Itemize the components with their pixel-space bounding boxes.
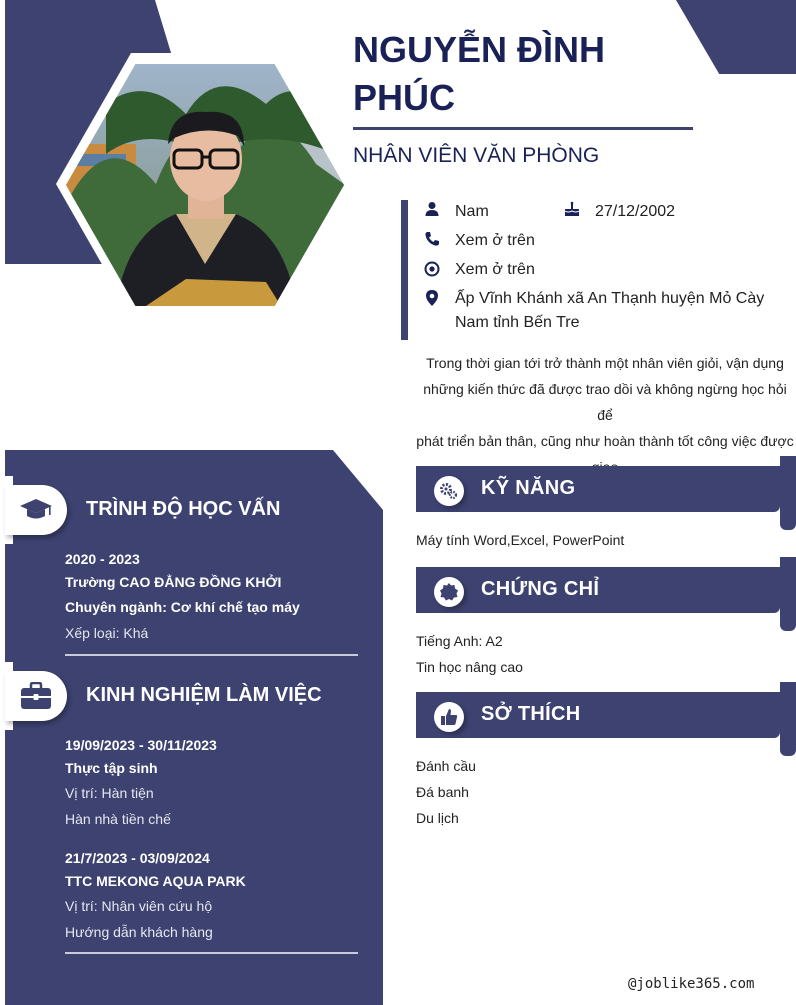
experience-icon-badge xyxy=(5,671,67,721)
birthday-value: 27/12/2002 xyxy=(595,203,676,220)
badge-icon xyxy=(439,582,459,602)
certificate-item: Tiếng Anh: A2 xyxy=(416,633,503,649)
education-period: 2020 - 2023 xyxy=(65,551,140,567)
user-icon xyxy=(424,201,440,217)
email-icon xyxy=(424,261,440,277)
job-company: Thực tập sinh xyxy=(65,760,158,776)
skills-section-header xyxy=(416,456,796,514)
title-divider xyxy=(353,127,693,130)
education-title: TRÌNH ĐỘ HỌC VẤN xyxy=(86,498,281,520)
experience-title: KINH NGHIỆM LÀM VIỆC xyxy=(86,684,322,706)
thumbs-up-icon xyxy=(439,707,459,727)
education-icon-badge xyxy=(5,485,67,535)
job-description: Hướng dẫn khách hàng xyxy=(65,924,213,940)
graduation-cap-icon xyxy=(19,497,53,523)
hobby-item: Đánh cầu xyxy=(416,758,476,774)
job-period: 21/7/2023 - 03/09/2024 xyxy=(65,850,210,866)
hobby-item: Đá banh xyxy=(416,784,469,800)
gears-icon xyxy=(439,481,459,501)
page-title: NGUYỄN ĐÌNH PHÚC xyxy=(353,29,606,118)
education-school: Trường CAO ĐẲNG ĐỒNG KHỞI xyxy=(65,574,282,590)
location-icon xyxy=(424,290,440,306)
education-grade: Xếp loại: Khá xyxy=(65,625,149,641)
divider xyxy=(65,952,358,954)
cake-icon xyxy=(564,201,580,217)
job-position: Vị trí: Nhân viên cứu hộ xyxy=(65,898,213,914)
job-title: NHÂN VIÊN VĂN PHÒNG xyxy=(353,144,600,167)
briefcase-icon xyxy=(20,682,52,710)
address-line-1: Ấp Vĩnh Khánh xã An Thạnh huyện Mỏ Cày xyxy=(455,290,765,307)
info-accent-bar xyxy=(401,200,408,340)
education-major: Chuyên ngành: Cơ khí chế tạo máy xyxy=(65,599,300,615)
email-value: Xem ở trên xyxy=(455,261,535,278)
job-description: Hàn nhà tiền chế xyxy=(65,811,171,827)
watermark: @joblike365.com xyxy=(628,976,755,992)
hobbies-section-header xyxy=(416,682,796,740)
left-panel xyxy=(5,450,383,1005)
skills-title: KỸ NĂNG xyxy=(481,477,576,499)
divider xyxy=(65,654,358,656)
phone-icon xyxy=(424,231,440,247)
objective-line: phát triển bản thân, cũng như hoàn thành tốt công việc được xyxy=(416,433,794,449)
address-line-2: Nam tỉnh Bến Tre xyxy=(455,314,580,331)
skill-item: Máy tính Word,Excel, PowerPoint xyxy=(416,532,625,548)
certificates-section-header xyxy=(416,557,796,615)
hobbies-title: SỞ THÍCH xyxy=(481,703,581,725)
phone-value: Xem ở trên xyxy=(455,232,535,249)
hobby-item: Du lịch xyxy=(416,810,459,826)
certificates-title: CHỨNG CHỈ xyxy=(481,578,600,600)
job-position: Vị trí: Hàn tiện xyxy=(65,785,154,801)
gender-value: Nam xyxy=(455,203,489,220)
objective-line: những kiến thức đã được trao dồi và không ngừng học hỏi để xyxy=(423,381,787,423)
job-company: TTC MEKONG AQUA PARK xyxy=(65,873,246,889)
certificate-item: Tin học nâng cao xyxy=(416,659,523,675)
objective-line: Trong thời gian tới trở thành một nhân viên giỏi, vận dụng xyxy=(426,355,784,371)
job-period: 19/09/2023 - 30/11/2023 xyxy=(65,737,217,753)
